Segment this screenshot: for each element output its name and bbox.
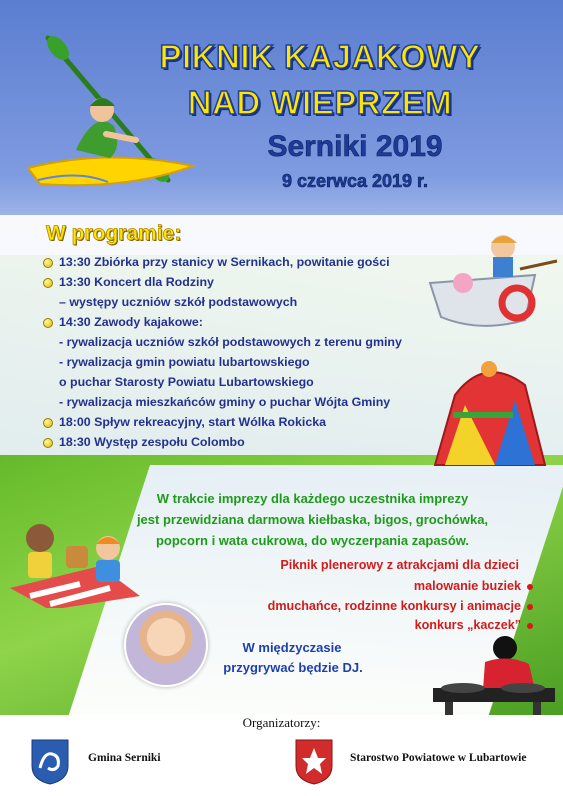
program-item-text: – występy uczniów szkół podstawowych <box>59 295 298 309</box>
program-item <box>40 432 480 452</box>
kids-attraction-line <box>268 599 533 613</box>
program-item <box>40 272 480 292</box>
program-item <box>40 312 480 332</box>
organizer-gmina-serniki: Gmina Serniki <box>88 752 161 764</box>
bullet-dot-icon <box>43 418 53 428</box>
program-list <box>40 252 480 452</box>
inflatable-slide-illustration <box>425 355 555 475</box>
kids-attraction-text: konkurs „kaczek” <box>414 618 521 632</box>
program-item <box>40 292 480 312</box>
bullet-dot-icon <box>43 318 53 328</box>
bullet-dot-icon <box>527 623 533 629</box>
dj-illustration <box>425 630 560 720</box>
program-item <box>40 392 480 412</box>
food-info-line: jest przewidziana darmowa kiełbaska, bigos, grochówka, <box>136 512 489 527</box>
kids-attraction-text: Piknik plenerowy z atrakcjami dla dzieci <box>280 558 519 572</box>
program-item-text: 13:30 Koncert dla Rodziny <box>59 275 214 289</box>
lubartow-county-coat-of-arms-icon <box>294 738 334 786</box>
bullet-dot-icon <box>43 278 53 288</box>
program-item-text: - rywalizacja uczniów szkół podstawowych z terenu gminy <box>59 335 402 349</box>
kids-attraction-line <box>414 579 533 593</box>
bullet-dot-icon <box>43 438 53 448</box>
face-paint-photo <box>124 603 208 687</box>
program-item <box>40 332 480 352</box>
event-date: 9 czerwca 2019 r. <box>281 171 429 191</box>
program-item-text: 13:30 Zbiórka przy stanicy w Sernikach, powitanie gości <box>59 255 390 269</box>
program-item-text: o puchar Starosty Powiatu Lubartowskiego <box>59 375 314 389</box>
bullet-dot-icon <box>43 258 53 268</box>
kids-attraction-text: malowanie buziek <box>413 579 521 593</box>
program-item-text: - rywalizacja gmin powiatu lubartowskiego <box>59 355 310 369</box>
food-info-line: popcorn i wata cukrowa, do wyczerpania zapasów. <box>155 533 470 548</box>
program-item <box>40 412 480 432</box>
kids-attraction-text: dmuchańce, rodzinne konkursy i animacje <box>267 599 521 613</box>
program-item-text: - rywalizacja mieszkańców gminy o puchar Wójta Gminy <box>59 395 391 409</box>
program-item <box>40 252 480 272</box>
serniki-coat-of-arms-icon <box>30 738 70 786</box>
food-info <box>90 488 535 551</box>
organizer-starostwo: Starostwo Powiatowe w Lubartowie <box>350 752 527 764</box>
kids-attraction-line <box>280 558 519 572</box>
program-item <box>40 352 480 372</box>
subtitle: Serniki 2019 <box>267 130 443 163</box>
picnic-kids-illustration <box>10 518 140 608</box>
organizers-heading: Organizatorzy: <box>242 715 321 730</box>
dj-info-line: przygrywać będzie DJ. <box>223 660 363 675</box>
program-item-text: 18:00 Spływ rekreacyjny, start Wólka Rokicka <box>59 415 326 429</box>
title-line-1: PIKNIK KAJAKOWY <box>159 38 481 75</box>
boat-illustration <box>425 225 560 335</box>
program-heading: W programie: <box>46 222 182 245</box>
program-item <box>40 372 480 392</box>
food-info-line: W trakcie imprezy dla każdego uczestnika imprezy <box>156 491 469 506</box>
program-item-text: 18:30 Występ zespołu Colombo <box>59 435 245 449</box>
title-line-2: NAD WIEPRZEM <box>187 84 453 121</box>
bullet-dot-icon <box>527 604 533 610</box>
dj-info-line: W międzyczasie <box>242 640 342 655</box>
bullet-dot-icon <box>527 584 533 590</box>
program-item-text: 14:30 Zawody kajakowe: <box>59 315 203 329</box>
